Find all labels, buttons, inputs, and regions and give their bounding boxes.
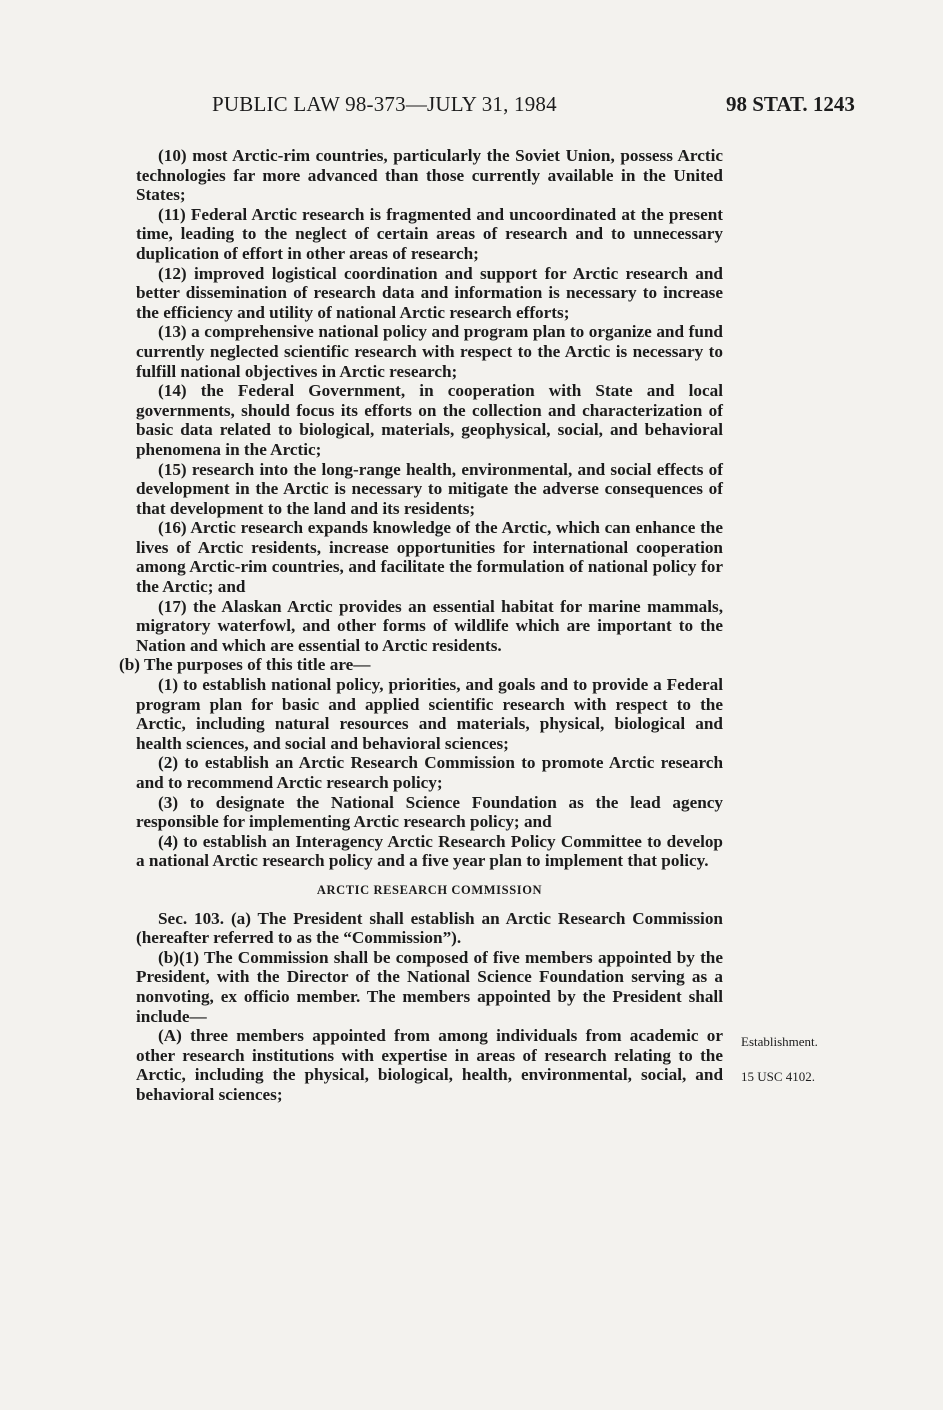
purpose-4: (4) to establish an Interagency Arctic Research Policy Committee to develop a national Arctic research policy and a five year plan to implement that policy. <box>136 831 723 871</box>
purpose-1: (1) to establish national policy, priorities, and goals and to provide a Federal program plan for basic and applied scientific research with respect to the Arctic, including natural resources and materials, physical, biological and health sciences, and social and behavioral sciences; <box>136 675 723 753</box>
margin-note-establishment: Establishment. <box>741 1034 818 1049</box>
purpose-3: (3) to designate the National Science Foundation as the lead agency responsible for implementing Arctic research policy; and <box>136 792 723 832</box>
finding-11: (11) Federal Arctic research is fragmented and uncoordinated at the present time, leading to the neglect of certain areas of research and to unnecessary duplication of effort in other areas of research; <box>136 204 723 263</box>
running-header-law: PUBLIC LAW 98-373—JULY 31, 1984 <box>212 92 557 116</box>
finding-14: (14) the Federal Government, in cooperation with State and local governments, should focus its efforts on the collection and characterization of basic data related to biological, materials, geophysical, social, and behavioral phenomena in the Arctic; <box>136 381 723 459</box>
finding-17: (17) the Alaskan Arctic provides an essential habitat for marine mammals, migratory waterfowl, and other forms of wildlife which are important to the Nation and which are essential to Arctic residents. <box>136 596 723 655</box>
section-heading: ARCTIC RESEARCH COMMISSION <box>316 882 543 897</box>
finding-12: (12) improved logistical coordination and support for Arctic research and better dissemination of research data and information is necessary to increase the efficiency and utility of national Arctic research efforts; <box>136 263 723 322</box>
margin-note-usc: 15 USC 4102. <box>741 1069 816 1084</box>
section-103-b1: (b)(1) The Commission shall be composed of five members appointed by the President, with the Director of the National Science Foundation serving as a nonvoting, ex officio member. The members appointed by the President shall include— <box>136 947 723 1026</box>
finding-10: (10) most Arctic-rim countries, particularly the Soviet Union, possess Arctic technologies far more advanced than those currently available in the United States; <box>136 146 723 205</box>
finding-16: (16) Arctic research expands knowledge of the Arctic, which can enhance the lives of Arctic residents, increase opportunities for international cooperation among Arctic-rim countries, and facilitate the formulation of national policy for the Arctic; and <box>136 518 723 597</box>
section-103-b1-A: (A) three members appointed from among individuals from academic or other research institutions with expertise in areas of research relating to the Arctic, including the physical, biological, health, environmental, social, and behavioral sciences; <box>136 1026 723 1104</box>
statute-body <box>119 146 723 1105</box>
section-103-a: Sec. 103. (a) The President shall establish an Arctic Research Commission (hereafter referred to as the “Commission”). <box>136 908 723 948</box>
finding-13: (13) a comprehensive national policy and program plan to organize and fund currently neglected scientific research with respect to the Arctic is necessary to fulfill national objectives in Arctic research; <box>136 322 723 381</box>
running-header-stat: 98 STAT. 1243 <box>726 92 855 116</box>
finding-15: (15) research into the long-range health, environmental, and social effects of development in the Arctic is necessary to mitigate the adverse consequences of that development to the land and its residents; <box>136 459 723 518</box>
purposes-lead: (b) The purposes of this title are— <box>119 655 371 675</box>
purpose-2: (2) to establish an Arctic Research Commission to promote Arctic research and to recommend Arctic research policy; <box>136 753 723 792</box>
